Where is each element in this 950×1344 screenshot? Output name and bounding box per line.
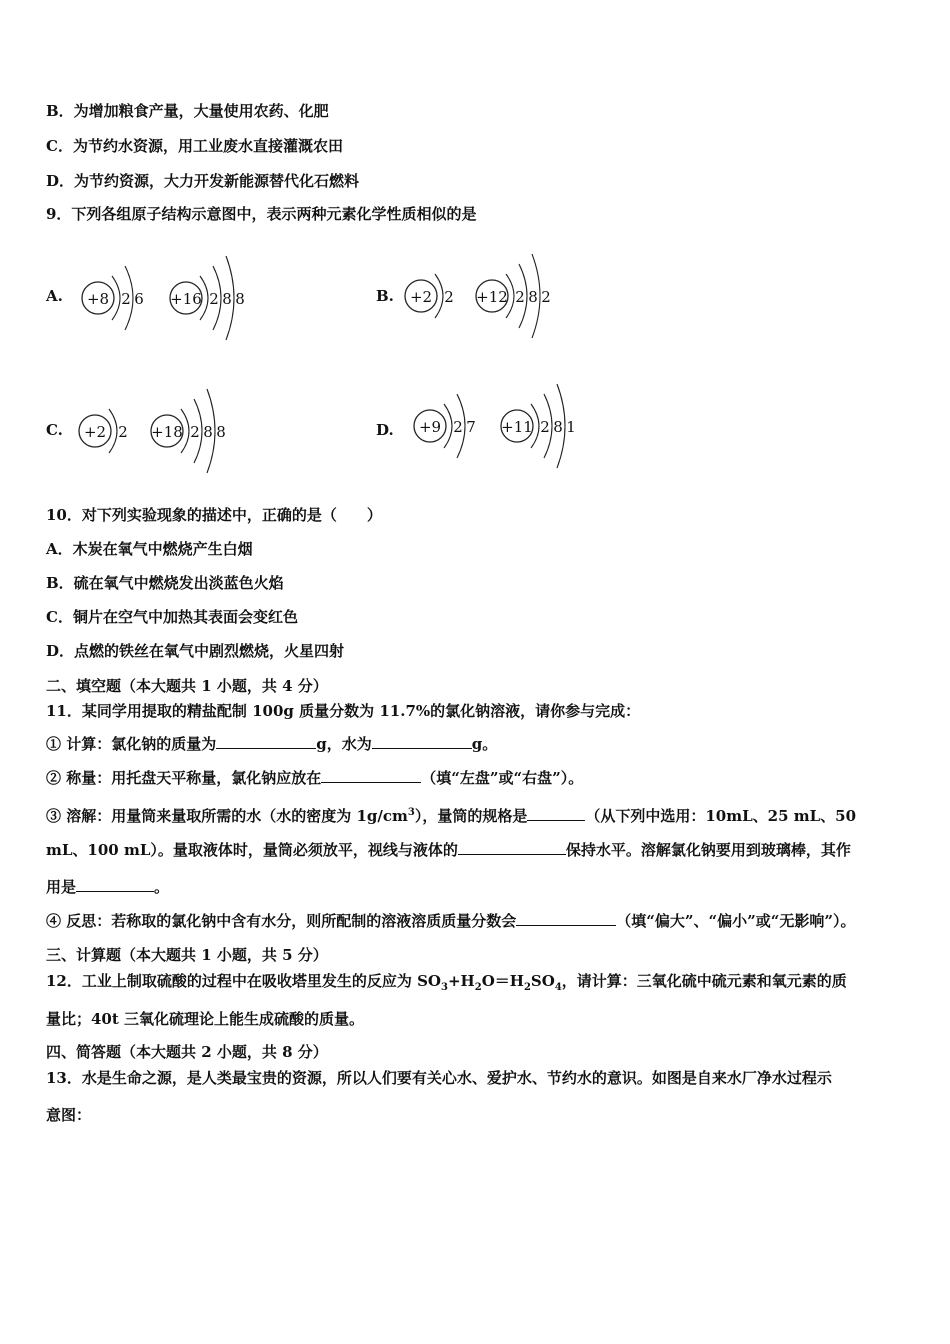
q12-s3: 2 bbox=[523, 982, 531, 993]
blank-cylinder-size[interactable] bbox=[527, 806, 585, 821]
q9-option-a-label: A. bbox=[46, 287, 63, 305]
q10-stem: 10．对下列实验现象的描述中，正确的是（ ） bbox=[46, 506, 382, 524]
q13-line1: 13．水是生命之源，是人类最宝贵的资源，所以人们要有关心水、爱护水、节约水的意识。如图是自来水厂净水过程示 bbox=[46, 1069, 832, 1087]
q12-s4: 4 bbox=[554, 982, 562, 993]
q11-p3c: （从下列中选用：10mL、25 mL、50 bbox=[585, 807, 857, 825]
q12-b: +H bbox=[447, 972, 475, 990]
q8-option-c: C．为节约水资源，用工业废水直接灌溉农田 bbox=[46, 137, 343, 155]
nucleus-charge: +8 bbox=[86, 290, 110, 308]
q11-p4b: （填“偏大”、“偏小”或“无影响”）。 bbox=[616, 912, 856, 930]
q10-option-b: B．硫在氧气中燃烧发出淡蓝色火焰 bbox=[46, 574, 284, 592]
shell-electron-count: 8 bbox=[235, 290, 245, 308]
shell-electron-count: 2 bbox=[540, 418, 550, 436]
q12-a: 12．工业上制取硫酸的过程中在吸收塔里发生的反应为 SO bbox=[46, 972, 441, 990]
shell-electron-count: 8 bbox=[553, 418, 563, 436]
q10-option-d: D．点燃的铁丝在氧气中剧烈燃烧，火星四射 bbox=[46, 642, 345, 660]
shell-electron-count: 2 bbox=[121, 290, 131, 308]
nucleus-charge: +2 bbox=[409, 288, 433, 306]
q11-p3f: 用是 bbox=[46, 878, 77, 896]
electron-shell-arc bbox=[444, 404, 452, 448]
q9-option-d-label: D. bbox=[376, 421, 394, 439]
atom-diagram-c-2 bbox=[151, 389, 226, 473]
blank-liquid-level[interactable] bbox=[458, 840, 566, 855]
atom-diagram-d-1 bbox=[414, 394, 476, 458]
atom-diagram-d-2 bbox=[501, 384, 576, 468]
nucleus-charge: +16 bbox=[170, 290, 202, 308]
q12-line2: 量比；40t 三氧化硫理论上能生成硫酸的质量。 bbox=[46, 1010, 365, 1028]
q9-option-b-label: B. bbox=[376, 287, 394, 305]
q11-stem: 11．某同学用提取的精盐配制 100g 质量分数为 11.7%的氯化钠溶液，请你参与完成： bbox=[46, 702, 641, 720]
q12-c: O＝H bbox=[481, 972, 524, 990]
shell-electron-count: 2 bbox=[209, 290, 219, 308]
nucleus-charge: +12 bbox=[476, 288, 508, 306]
shell-electron-count: 6 bbox=[134, 290, 144, 308]
q11-part3-line3 bbox=[46, 877, 169, 897]
shell-electron-count: 2 bbox=[190, 423, 200, 441]
section-4-heading: 四、简答题（本大题共 2 小题，共 8 分） bbox=[46, 1043, 328, 1061]
q10-option-c: C．铜片在空气中加热其表面会变红色 bbox=[46, 608, 298, 626]
q11-p3g: 。 bbox=[154, 878, 170, 896]
shell-electron-count: 2 bbox=[118, 423, 128, 441]
shell-electron-count: 7 bbox=[466, 418, 476, 436]
shell-electron-count: 2 bbox=[444, 288, 454, 306]
q11-p2a: ② 称量：用托盘天平称量，氯化钠应放在 bbox=[46, 769, 322, 787]
atom-diagram-b-1 bbox=[405, 274, 454, 318]
q11-p4a: ④ 反思：若称取的氯化钠中含有水分，则所配制的溶液溶质质量分数会 bbox=[46, 912, 517, 930]
shell-electron-count: 8 bbox=[528, 288, 538, 306]
blank-concentration[interactable] bbox=[516, 911, 616, 926]
q12-s1: 3 bbox=[441, 982, 448, 993]
section-2-heading: 二、填空题（本大题共 1 小题，共 4 分） bbox=[46, 677, 328, 695]
blank-pan[interactable] bbox=[321, 768, 421, 783]
q9-option-c-label: C. bbox=[46, 421, 63, 439]
blank-nacl-mass[interactable] bbox=[216, 734, 316, 749]
q11-p1c: g。 bbox=[471, 735, 498, 753]
q11-p3sup: 3 bbox=[407, 807, 415, 818]
nucleus-charge: +18 bbox=[151, 423, 183, 441]
shell-electron-count: 1 bbox=[566, 418, 576, 436]
electron-shell-arc bbox=[435, 274, 443, 318]
q11-part1 bbox=[46, 734, 497, 754]
q11-p3a: ③ 溶解：用量筒来量取所需的水（水的密度为 1g/cm bbox=[46, 807, 408, 825]
atom-diagram-b-2 bbox=[476, 254, 551, 338]
electron-shell-arc bbox=[112, 276, 120, 320]
atom-diagram-a-2 bbox=[170, 256, 245, 340]
electron-shell-arc bbox=[109, 409, 117, 453]
q9-stem: 9．下列各组原子结构示意图中，表示两种元素化学性质相似的是 bbox=[46, 205, 477, 223]
q8-option-d: D．为节约资源，大力开发新能源替代化石燃料 bbox=[46, 172, 360, 190]
q11-p2b: （填“左盘”或“右盘”）。 bbox=[421, 769, 584, 787]
shell-electron-count: 2 bbox=[515, 288, 525, 306]
atom-diagram-a-1 bbox=[82, 266, 144, 330]
nucleus-charge: +9 bbox=[418, 418, 442, 436]
nucleus-charge: +2 bbox=[83, 423, 107, 441]
shell-electron-count: 2 bbox=[453, 418, 463, 436]
q12-d: SO bbox=[530, 972, 555, 990]
nucleus-charge: +11 bbox=[501, 418, 533, 436]
q11-p3e: 保持水平。溶解氯化钠要用到玻璃棒，其作 bbox=[565, 841, 851, 859]
blank-water-mass[interactable] bbox=[372, 734, 472, 749]
q12-line1 bbox=[46, 971, 847, 998]
q11-p1b: g，水为 bbox=[316, 735, 372, 753]
q11-part2 bbox=[46, 768, 583, 788]
q13-line2: 意图： bbox=[46, 1106, 92, 1124]
q11-p3d: mL、100 mL）。量取液体时，量筒必须放平，视线与液体的 bbox=[46, 841, 458, 859]
section-3-heading: 三、计算题（本大题共 1 小题，共 5 分） bbox=[46, 946, 328, 964]
q11-part4 bbox=[46, 911, 856, 931]
q12-e: ，请计算：三氧化硫中硫元素和氧元素的质 bbox=[561, 972, 847, 990]
q11-p1a: ① 计算：氯化钠的质量为 bbox=[46, 735, 217, 753]
shell-electron-count: 2 bbox=[541, 288, 551, 306]
atom-structure-diagrams bbox=[0, 0, 950, 520]
shell-electron-count: 8 bbox=[222, 290, 232, 308]
q11-part3-line1 bbox=[46, 803, 856, 826]
shell-electron-count: 8 bbox=[216, 423, 226, 441]
q10-option-a: A．木炭在氧气中燃烧产生白烟 bbox=[46, 540, 253, 558]
q8-option-b: B．为增加粮食产量，大量使用农药、化肥 bbox=[46, 102, 329, 120]
blank-rod-purpose[interactable] bbox=[76, 877, 154, 892]
q11-p3b: ），量筒的规格是 bbox=[414, 807, 528, 825]
q12-s2: 2 bbox=[474, 982, 482, 993]
q11-part3-line2 bbox=[46, 840, 851, 860]
atom-diagram-c-1 bbox=[79, 409, 128, 453]
shell-electron-count: 8 bbox=[203, 423, 213, 441]
